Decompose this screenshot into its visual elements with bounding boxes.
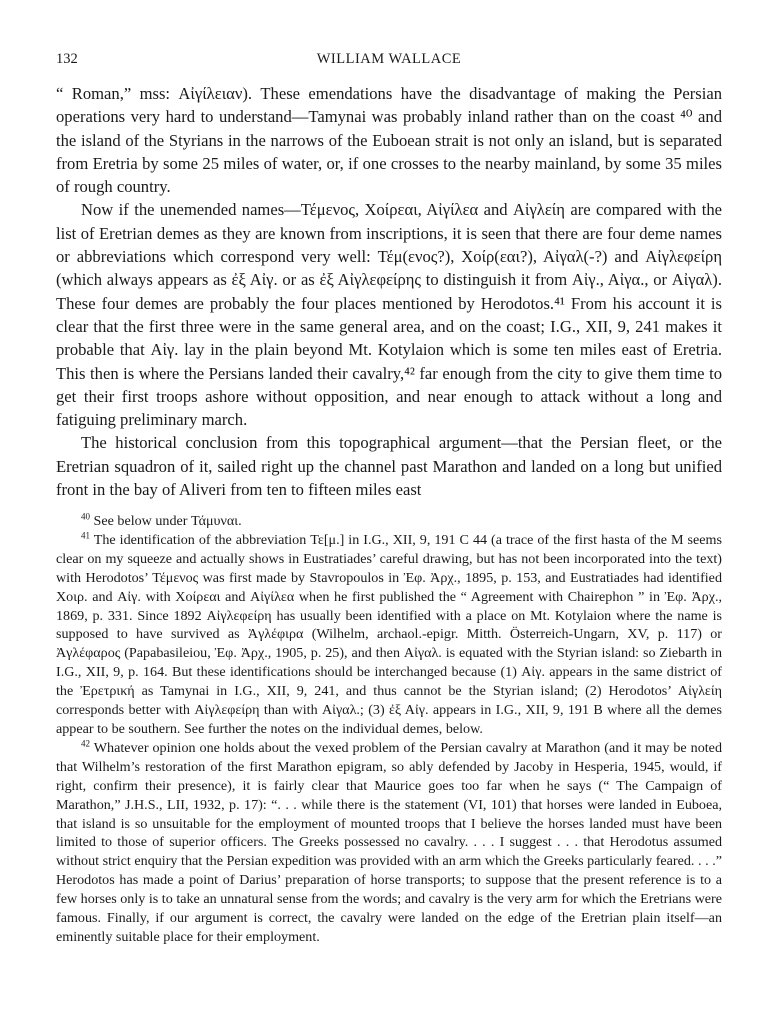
body-paragraph-1: “ Roman,” mss: Αἰγίλειαν). These emendations have the disadvantage of making the Persian operations very hard to understand—Tamynai was probably inland rather than on the coast ⁴⁰ and the island of the Styrians in the narrows of the Euboean strait is not only an island, but is separated from Eretria by some 25 miles of water, or, if one crosses to the nearby mainland, by some 35 miles of rough country. bbox=[56, 84, 722, 197]
footnote-40 bbox=[56, 512, 722, 531]
body-paragraph-2: Now if the unemended names—Τέμενος, Χοίρεαι, Αἰγίλεα and Αἰγλείη are compared with the list of Eretrian demes as they are known from inscriptions, it is seen that there are four deme names or abbreviations which correspond very well: Τέμ(ενος?), Χοίρ(εαι?), Αἰγαλ(-?) and Αἰγλεφείρη (which always appears as ἐξ Αἰγ. or as ἐξ Αἰγλεφείρης to distinguish it from Αἰγ., Αἰγα., or Αἰγαλ). These four demes are probably the four places mentioned by Herodotos.⁴¹ From his account it is clear that the first three were in the same general area, and on the coast; I.G., XII, 9, 241 makes it probable that Αἰγ. lay in the plain beyond Mt. Kotylaion which is some ten miles east of Eretria. This then is where the Persians landed their cavalry,⁴² far enough from the city to give them time to get their first troops ashore without opposition, and near enough to attack without a long and fatiguing preliminary march. bbox=[56, 200, 722, 430]
footnote-41 bbox=[56, 531, 722, 739]
footnotes bbox=[56, 512, 722, 947]
footnote-number: 41 bbox=[81, 530, 90, 541]
footnote-number: 40 bbox=[81, 511, 90, 522]
page bbox=[56, 0, 722, 1024]
running-head: WILLIAM WALLACE bbox=[316, 51, 462, 67]
body-text bbox=[56, 82, 722, 501]
footnote-42 bbox=[56, 739, 722, 947]
footnote-text: The identification of the abbreviation Τε[μ.] in I.G., XII, 9, 191 C 44 (a trace of the first hasta of the M seems clear on my squeeze and actually shows in Eustratiades’ careful drawing, but has not been incorporated into the text) with Herodotos’ Τέμενος was first made by Stavropoulos in Ἐφ. Ἀρχ., 1895, p. 153, and Eustratiades had identified Χοιρ. and Αἰγ. with Χοίρεαι and Αἰγίλεα when he first published the “ Agreement with Chairephon ” in Ἐφ. Ἀρχ., 1869, p. 331. Since 1892 Αἰγλεφείρη has usually been identified with a place on Mt. Kotylaion where the name is supposed to have survived as Ἀγλέφιρα (Wilhelm, archaol.-epigr. Mitth. Österreich-Ungarn, XV, p. 117) or Ἀγλέφαρος (Papabasileiou, Ἐφ. Ἀρχ., 1905, p. 25), and then Αἰγαλ. is equated with the Styrian island: so Ziebarth in I.G., XII, 9, p. 164. But these identifications should be interchanged because (1) Αἰγ. appears in the same district of the Ἐρετρική as Tamynai in I.G., XII, 9, 241, and thus cannot be the Styrian island; (2) Herodotos’ Αἰγλείη corresponds better with Αἰγλεφείρη than with Αἰγαλ.; (3) ἐξ Αἰγ. appears in I.G., XII, 9, 191 B where all the demes appear to be southern. See further the notes on the individual demes, below. bbox=[56, 531, 722, 737]
page-header bbox=[56, 51, 722, 71]
footnote-text: Whatever opinion one holds about the vexed problem of the Persian cavalry at Marathon (and it may be noted that Wilhelm’s restoration of the first Marathon epigram, so ably defended by Jacoby in Hesperia, 1945, would, if right, confirm their presence), it is fairly clear that Maurice goes too far when he says (“ The Campaign of Marathon,” J.H.S., LII, 1932, p. 17): “. . . while there is the statement (VI, 101) that horses were landed in Euboea, that island is so unsuitable for the employment of mounted troops that I believe the horses landed must have been limited to those of superior officers. The Greeks possessed no cavalry. . . . I suggest . . . that Herodotus assumed without strict enquiry that the Persian expedition was provided with an arm which the Greeks particularly feared. . . .” Herodotos has made a point of Darius’ preparation of horse transports; to suppose that the present reference is to a few horses only is to take an unnatural sense from the words; and cavalry is the very arm for which the Eretrians were famous. Finally, if our argument is correct, the cavalry were landed on the edge of the Eretrian plain itself—an eminently suitable place for their employment. bbox=[56, 739, 722, 945]
footnote-number: 42 bbox=[81, 738, 90, 749]
footnote-text: See below under Τάμυναι. bbox=[93, 513, 242, 529]
page-number: 132 bbox=[56, 51, 78, 67]
body-paragraph-3: The historical conclusion from this topographical argument—that the Persian fleet, or the Eretrian squadron of it, sailed right up the channel past Marathon and landed on a long but unified front in the bay of Aliveri from ten to fifteen miles east bbox=[56, 433, 722, 500]
